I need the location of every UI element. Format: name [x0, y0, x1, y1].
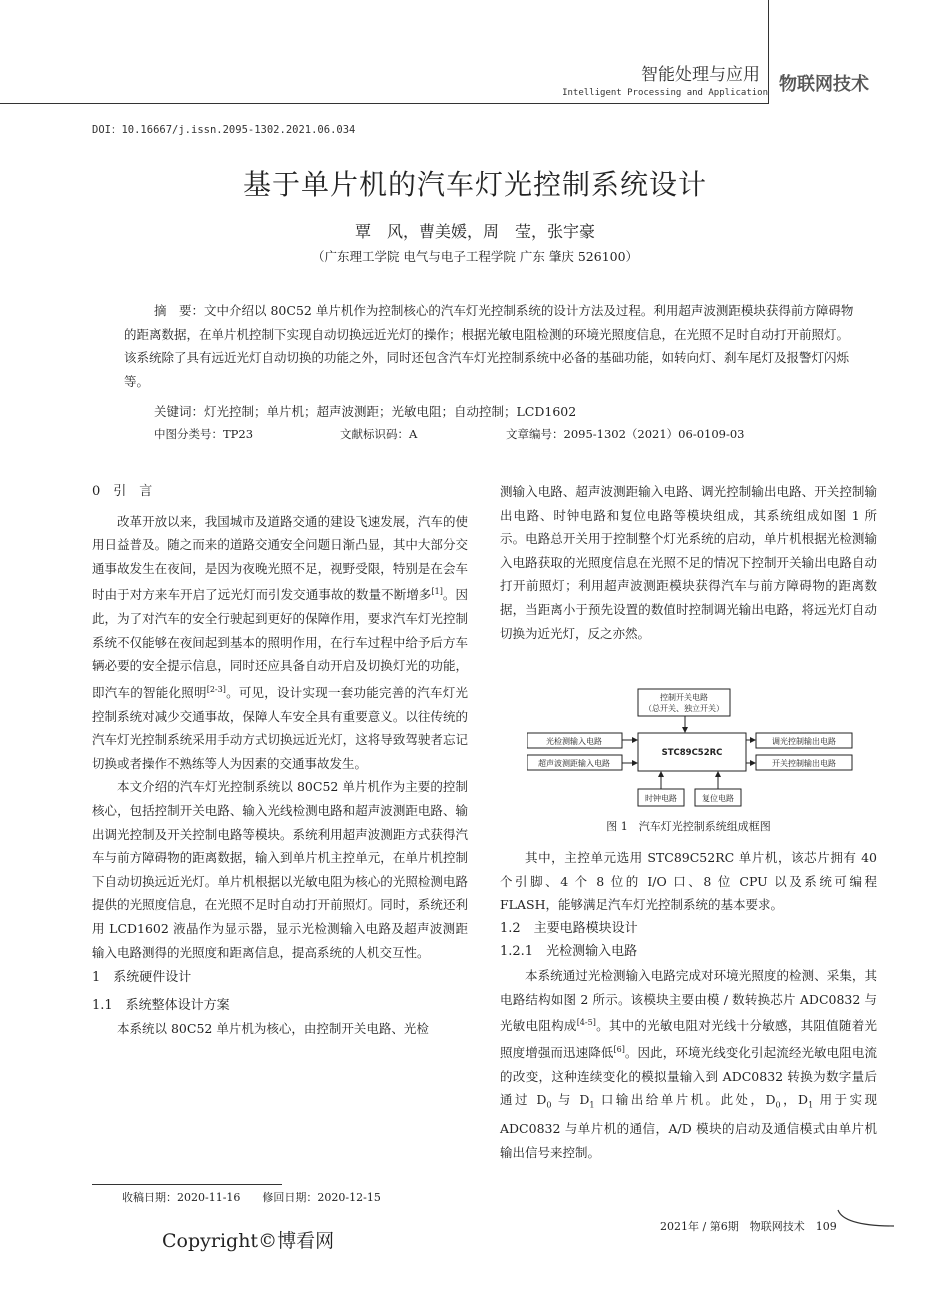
footnote-rule: [92, 1184, 282, 1185]
journal-logo: [777, 68, 877, 98]
subscript: 1: [589, 1100, 595, 1110]
text: ，D: [780, 1092, 809, 1108]
authors: 覃 风，曹美媛，周 莹，张宇豪: [354, 222, 595, 241]
text: 口输出给单片机。此处，D: [594, 1092, 776, 1108]
text: 。其中的光敏电阻对光线十分敏感，其阻值随着光照度增强而迅速降低: [500, 1018, 877, 1061]
citation: [1]: [431, 587, 443, 597]
paragraph: [500, 964, 877, 1165]
control-switch-label-1: 控制开关电路: [660, 693, 708, 702]
text: 本系统通过光检测输入电路完成对环境光照度的检测、采集，其电路结构如图 2 所示。该模块主要由模 / 数转换芯片 ADC0832 与光敏电阻构成: [500, 967, 877, 1034]
reset-label: 复位电路: [702, 794, 734, 803]
copyright: Copyright©博看网: [162, 1230, 335, 1252]
journal-section-title-en: Intelligent Processing and Application: [562, 88, 768, 98]
text: 。因此，为了对汽车的安全行驶起到更好的保障作用，要求汽车灯光控制系统不仅能够在夜间起到基本的照明作用，在行车过程中给予后方车辆必要的安全提示信息，同时还应具备自动开启及切换灯光的功能，即汽车的智能化照明: [92, 587, 468, 701]
logo-text: 物联网技术: [779, 74, 869, 95]
subsection-heading: 1.2 主要电路模块设计: [500, 920, 638, 936]
light-detect-label: 光检测输入电路: [546, 737, 602, 746]
text: 用于实现 ADC0832 与单片机的通信，A/D 模块的启动及通信模式由单片机输出信号来控制。: [500, 1092, 877, 1160]
paragraph: 本文介绍的汽车灯光控制系统以 80C52 单片机作为主要的控制核心，包括控制开关电路、输入光线检测电路和超声波测距电路、输出调光控制及开关控制电路等模块。系统利用超声波测距方式获得汽车与前方障碍物的距离数据，输入到单片机主控单元，在单片机控制下自动切换远近光灯。单片机根据以光敏电阻为核心的光照检测电路提供的光照度信息，在光照不足时自动打开前照灯。同时，系统还利用 LCD1602 液晶作为显示器，显示光检测输入电路及超声波测距输入电路测得的光照度和距离信息，提高系统的人机交互性。: [92, 779, 468, 960]
right-column: [500, 480, 877, 645]
ultrasonic-label: 超声波测距输入电路: [538, 759, 610, 768]
mcu-label: STC89C52RC: [661, 748, 723, 758]
left-column: [92, 480, 468, 1041]
paper-title: 基于单片机的汽车灯光控制系统设计: [242, 168, 707, 201]
footer-swoosh: [836, 1208, 896, 1228]
dimming-output-label: 调光控制输出电路: [772, 737, 836, 746]
abstract: 摘 要：文中介绍以 80C52 单片机作为控制核心的汽车灯光控制系统的设计方法及过程。利用超声波测距模块获得前方障碍物的距离数据，在单片机控制下实现自动切换远近光灯的操作；根据光敏电阻检测的环境光照度信息，在光照不足时自动打开前照灯。该系统除了具有远近光灯自动切换的功能之外，同时还包含汽车灯光控制系统中必备的基础功能，如转向灯、刹车尾灯及报警灯闪烁等。: [124, 303, 854, 389]
clc-number: 中图分类号：TP23: [154, 427, 254, 441]
section-heading: 1 系统硬件设计: [92, 970, 192, 986]
article-number: 文章编号：2095-1302（2021）06-0109-03: [506, 427, 745, 441]
doi: DOI：10.16667/j.issn.2095-1302.2021.06.034: [92, 124, 356, 136]
switch-output-label: 开关控制输出电路: [772, 759, 836, 768]
paragraph: 本系统以 80C52 单片机为核心，由控制开关电路、光检: [117, 1021, 429, 1037]
citation: [2-3]: [206, 684, 226, 694]
subsection-heading: 1.1 系统整体设计方案: [92, 997, 230, 1013]
subsubsection-heading: 1.2.1 光检测输入电路: [500, 944, 638, 960]
affiliation: （广东理工学院 电气与电子工程学院 广东 肇庆 526100）: [311, 249, 639, 264]
clock-label: 时钟电路: [645, 794, 677, 803]
header-divider: [768, 0, 769, 104]
right-column-lower: [500, 846, 877, 1165]
received-dates: 收稿日期：2020-11-16 修回日期：2020-12-15: [122, 1191, 381, 1204]
text: 。因此，环境光线变化引起流经光敏电阻电流的改变，这种连续变化的模拟量输入到 ADC0832 转换为数字量后通过 D: [500, 1045, 877, 1108]
keywords: 关键词：灯光控制；单片机；超声波测距；光敏电阻；自动控制；LCD1602: [154, 404, 577, 419]
header-rule: [0, 103, 768, 104]
subscript: 0: [546, 1100, 552, 1110]
text: 改革开放以来，我国城市及道路交通的建设飞速发展，汽车的使用日益普及。随之而来的道路交通安全问题日渐凸显，其中大部分交通事故发生在夜间，是因为夜晚光照不足，视野受限，特别是在会车时由于对方来车开启了远光灯而引发交通事故的数量不断增多: [92, 513, 468, 603]
citation: [6]: [613, 1044, 625, 1054]
figure-caption: 图 1 汽车灯光控制系统组成框图: [606, 820, 771, 833]
subscript: 1: [808, 1100, 814, 1110]
journal-section-title: 智能处理与应用: [641, 65, 760, 85]
subscript: 0: [775, 1100, 781, 1110]
paragraph: [92, 510, 468, 776]
control-switch-label-2: （总开关、独立开关）: [644, 704, 724, 713]
section-heading: 0 引 言: [92, 484, 153, 499]
text: 。可见，设计实现一套功能完善的汽车灯光控制系统对减少交通事故，保障人车安全具有重要意义。以往传统的汽车灯光控制系统采用手动方式切换远近光灯，这将导致驾驶者忘记切换或者操作不熟练等人为因素的交通事故发生。: [92, 685, 468, 771]
paragraph: 其中，主控单元选用 STC89C52RC 单片机，该芯片拥有 40 个引脚、4 个 8 位的 I/O 口、8 位 CPU 以及系统可编程 FLASH，能够满足汽车灯光控制系统的基本要求。: [500, 850, 877, 913]
page-info: 2021年 / 第6期 物联网技术 109: [660, 1220, 837, 1233]
citation: [4-5]: [576, 1018, 596, 1028]
text: 与 D: [551, 1092, 590, 1108]
paragraph: 测输入电路、超声波测距输入电路、调光控制输出电路、开关控制输出电路、时钟电路和复位电路等模块组成，其系统组成如图 1 所示。电路总开关用于控制整个灯光系统的启动，单片机根据光检测输入电路获取的光照度信息在光照不足的情况下控制开关输出电路自动打开前照灯；利用超声波测距模块获得汽车与前方障碍物的距离数据，当距离小于预先设置的数值时控制调光输出电路，将远光灯自动切换为近光灯，反之亦然。: [500, 484, 877, 641]
system-block-diagram: [527, 686, 853, 808]
document-code: 文献标识码：A: [340, 427, 418, 441]
